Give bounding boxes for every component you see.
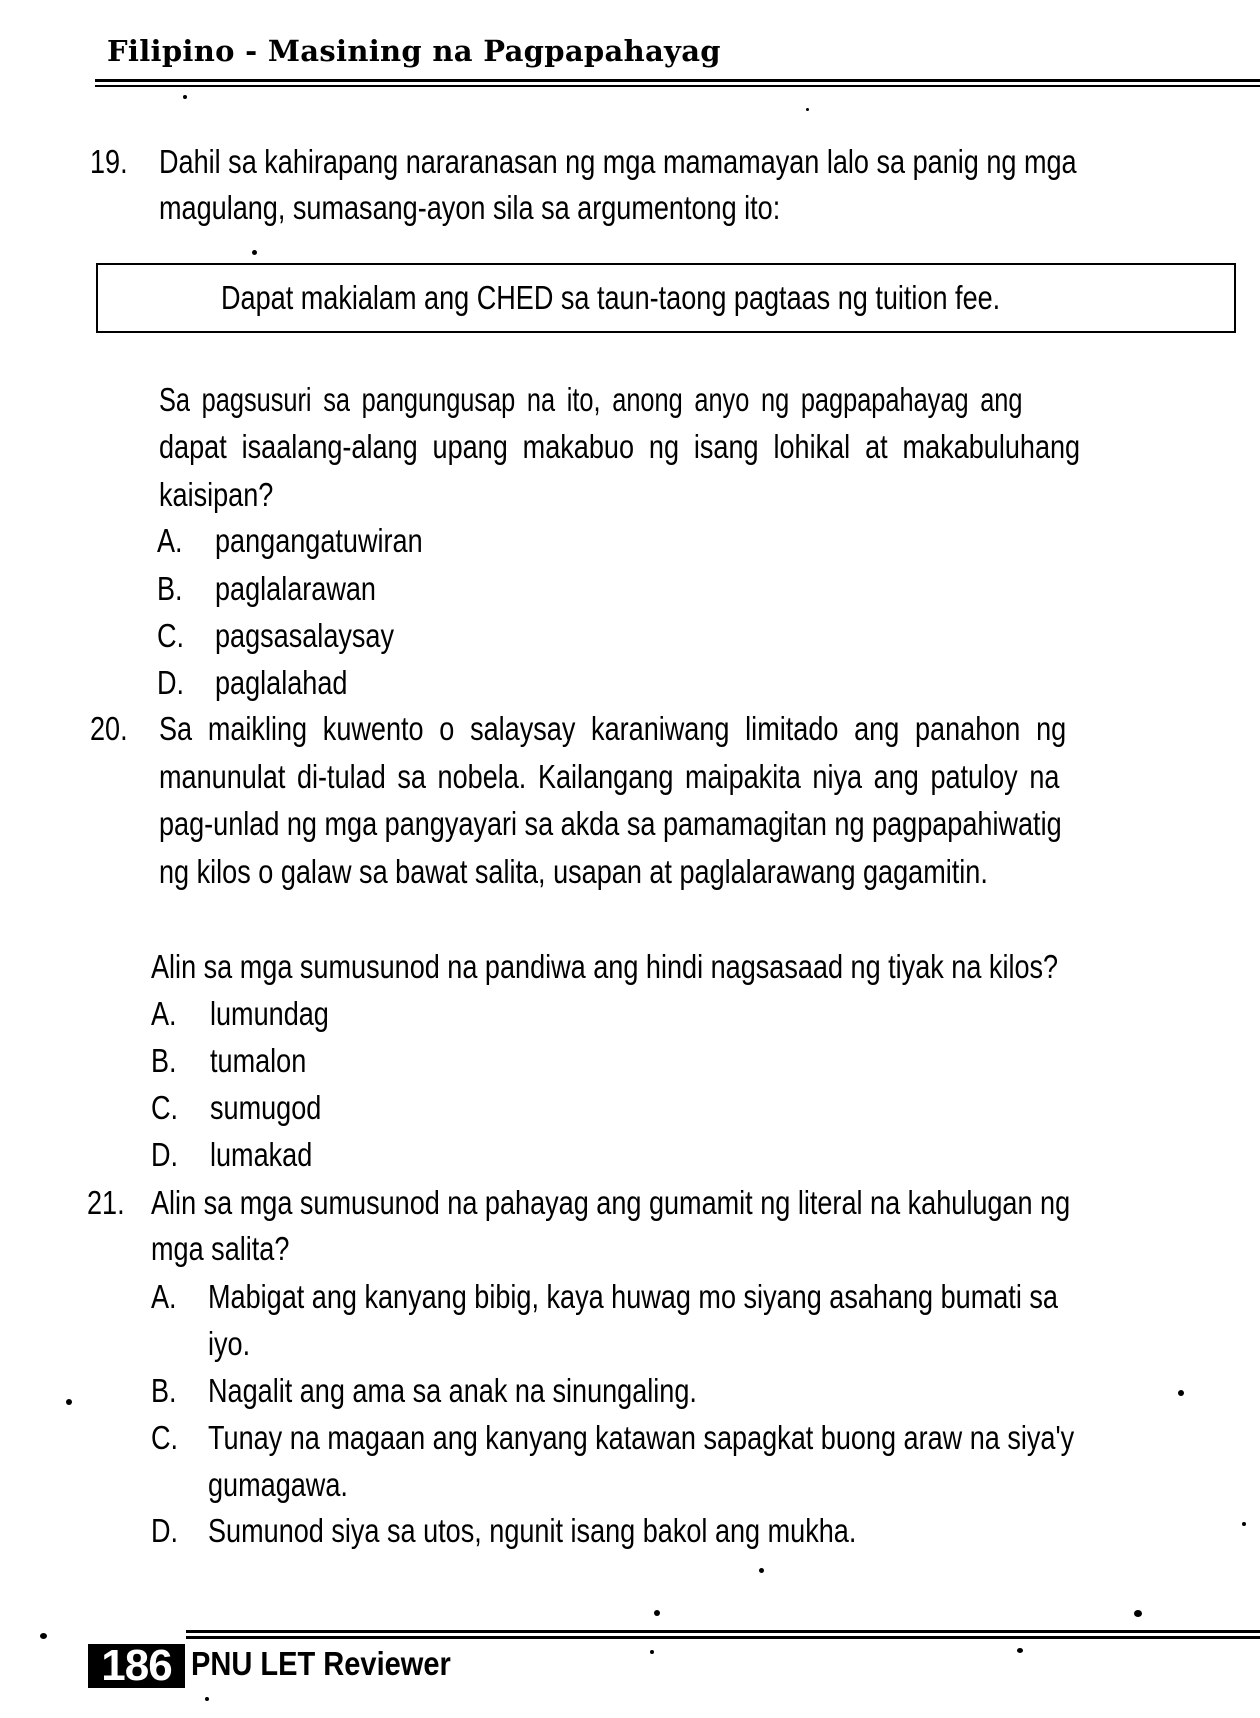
- stem-text: manunulat di-tulad sa nobela. Kailangang maipakita niya ang patuloy na: [159, 758, 1060, 795]
- scan-speck: [1242, 1522, 1246, 1526]
- footer-rule-bottom: [186, 1636, 1260, 1639]
- scan-speck: [1017, 1648, 1023, 1653]
- stem-text: Sa maikling kuwento o salaysay karaniwang limitado ang panahon ng: [159, 710, 1067, 747]
- scan-speck: [40, 1633, 47, 1639]
- running-header-title: Filipino - Masining na Pagpapahayag: [107, 34, 721, 68]
- option-letter: A.: [151, 995, 177, 1032]
- option-text: paglalarawan: [215, 570, 376, 607]
- header-rule-top: [95, 79, 1260, 82]
- question-number: 19.: [90, 143, 128, 180]
- header-rule-bottom: [95, 85, 1260, 87]
- prompt-text: dapat isaalang-alang upang makabuo ng isang lohikal at makabuluhang: [159, 428, 1081, 465]
- option-letter: A.: [157, 522, 183, 559]
- question-stem-line: Alin sa mga sumusunod na pahayag ang gumamit ng literal na kahulugan ng: [151, 1184, 1071, 1221]
- question-stem-line: pag-unlad ng mga pangyayari sa akda sa pamamagitan ng pagpapahiwatig: [159, 805, 1062, 842]
- option-letter: C.: [151, 1419, 179, 1456]
- question-stem-line: [159, 758, 1059, 796]
- option-text: pangangatuwiran: [215, 522, 423, 559]
- option-text-line: iyo.: [208, 1325, 251, 1362]
- question-stem-line: magulang, sumasang-ayon sila sa argumentong ito:: [159, 189, 781, 226]
- option-text-line: Mabigat ang kanyang bibig, kaya huwag mo siyang asahang bumati sa: [208, 1278, 1058, 1315]
- scan-speck: [650, 1650, 654, 1654]
- question-stem-line: [159, 710, 1066, 748]
- option-text: pagsasalaysay: [215, 617, 395, 654]
- scan-speck: [759, 1568, 764, 1573]
- scan-speck: [806, 108, 809, 111]
- scan-speck: [183, 95, 187, 99]
- option-letter: C.: [151, 1089, 179, 1126]
- option-letter: B.: [151, 1042, 177, 1079]
- scan-speck: [1134, 1610, 1142, 1617]
- option-letter: D.: [151, 1136, 179, 1173]
- question-stem-line: ng kilos o galaw sa bawat salita, usapan at paglalarawang gagamitin.: [159, 853, 988, 890]
- option-letter: B.: [157, 570, 183, 607]
- scan-speck: [66, 1399, 72, 1405]
- question-number: 20.: [90, 710, 128, 747]
- option-letter: D.: [151, 1512, 179, 1549]
- option-letter: C.: [157, 617, 185, 654]
- question-prompt-line: Alin sa mga sumusunod na pandiwa ang hindi nagsasaad ng tiyak na kilos?: [151, 948, 1059, 985]
- option-text: lumakad: [210, 1136, 313, 1173]
- question-stem-line: Dahil sa kahirapang nararanasan ng mga mamamayan lalo sa panig ng mga: [159, 143, 1077, 180]
- question-stem-line: mga salita?: [151, 1230, 290, 1267]
- footer-rule-top: [186, 1630, 1260, 1633]
- option-text: sumugod: [210, 1089, 322, 1126]
- scan-speck: [654, 1610, 660, 1616]
- question-prompt-line: kaisipan?: [159, 476, 274, 513]
- question-number: 21.: [87, 1184, 125, 1221]
- option-text-line: Nagalit ang ama sa anak na sinungaling.: [208, 1372, 697, 1409]
- scan-speck: [205, 1697, 209, 1701]
- footer-title: PNU LET Reviewer: [191, 1645, 451, 1682]
- prompt-text: Sa pagsusuri sa pangungusap na ito, anong anyo ng pagpapahayag ang: [159, 381, 1023, 418]
- option-text-line: Tunay na magaan ang kanyang katawan sapagkat buong araw na siya'y: [208, 1419, 1075, 1456]
- option-text: lumundag: [210, 995, 329, 1032]
- scan-speck: [252, 250, 257, 255]
- boxed-statement: Dapat makialam ang CHED sa taun-taong pagtaas ng tuition fee.: [221, 279, 1001, 316]
- option-text-line: gumagawa.: [208, 1466, 348, 1503]
- page-number-badge: 186: [88, 1644, 185, 1688]
- scan-speck: [1178, 1390, 1184, 1396]
- option-letter: B.: [151, 1372, 177, 1409]
- option-letter: A.: [151, 1278, 177, 1315]
- option-letter: D.: [157, 664, 185, 701]
- option-text: paglalahad: [215, 664, 348, 701]
- question-prompt-line: [159, 381, 1242, 419]
- question-prompt-line: [159, 428, 1080, 466]
- option-text: tumalon: [210, 1042, 307, 1079]
- option-text-line: Sumunod siya sa utos, ngunit isang bakol ang mukha.: [208, 1512, 857, 1549]
